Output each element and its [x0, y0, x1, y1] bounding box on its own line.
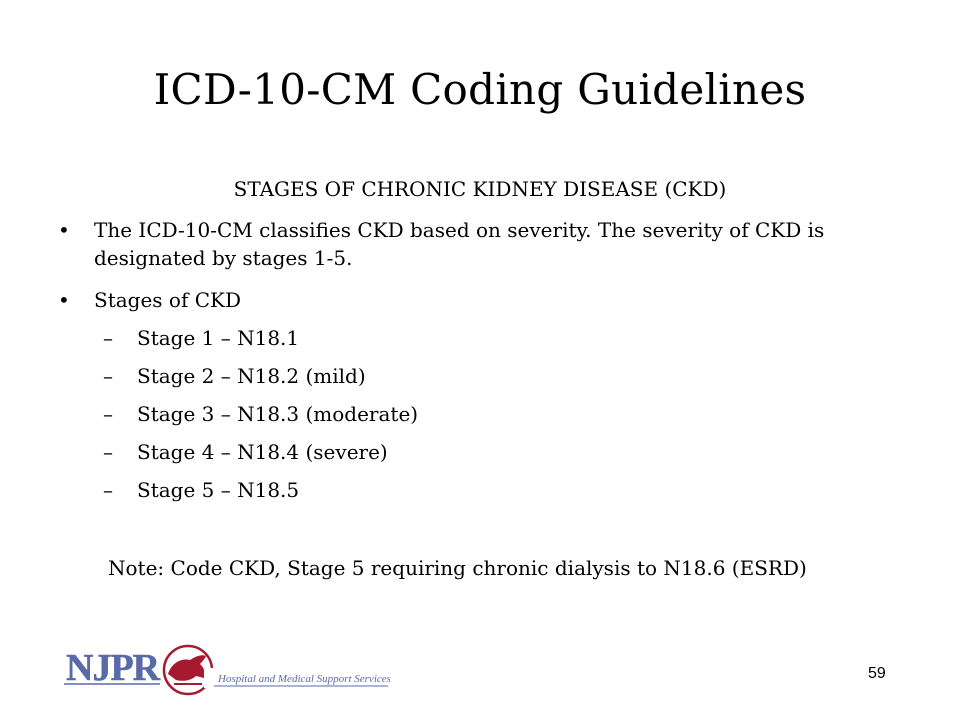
slide-title: ICD-10-CM Coding Guidelines: [153, 65, 807, 114]
stage-text: Stage 2 – N18.2 (mild): [137, 364, 366, 388]
stage-item: [103, 400, 863, 430]
logo-tagline: Hospital and Medical Support Services: [218, 673, 390, 685]
bullet-item: [58, 286, 898, 316]
bullet-text: The ICD-10-CM classifies CKD based on severity. The severity of CKD is designated by stages 1-5.: [94, 218, 825, 270]
stage-item: [103, 438, 863, 468]
dash-symbol: –: [103, 326, 113, 350]
njpr-logo-graphic: [64, 644, 390, 696]
stage-item: [103, 362, 863, 392]
njpr-logo: [64, 644, 390, 696]
bullet-symbol: •: [58, 288, 70, 312]
stage-text: Stage 5 – N18.5: [137, 478, 300, 502]
stage-text: Stage 4 – N18.4 (severe): [137, 440, 388, 464]
bullet-text: Stages of CKD: [94, 288, 242, 312]
bullet-symbol: •: [58, 218, 70, 242]
bullet-item: [58, 216, 898, 276]
stage-text: Stage 1 – N18.1: [137, 326, 300, 350]
dash-symbol: –: [103, 364, 113, 388]
dash-symbol: –: [103, 478, 113, 502]
page-number: 59: [868, 665, 886, 682]
dash-symbol: –: [103, 440, 113, 464]
stage-text: Stage 3 – N18.3 (moderate): [137, 402, 419, 426]
dash-symbol: –: [103, 402, 113, 426]
stage-item: [103, 476, 863, 506]
logo-wordmark: NJPR: [66, 647, 160, 689]
stage-item: [103, 324, 863, 354]
coding-note: Note: Code CKD, Stage 5 requiring chronic dialysis to N18.6 (ESRD): [108, 556, 807, 580]
section-subtitle: STAGES OF CHRONIC KIDNEY DISEASE (CKD): [233, 177, 727, 201]
